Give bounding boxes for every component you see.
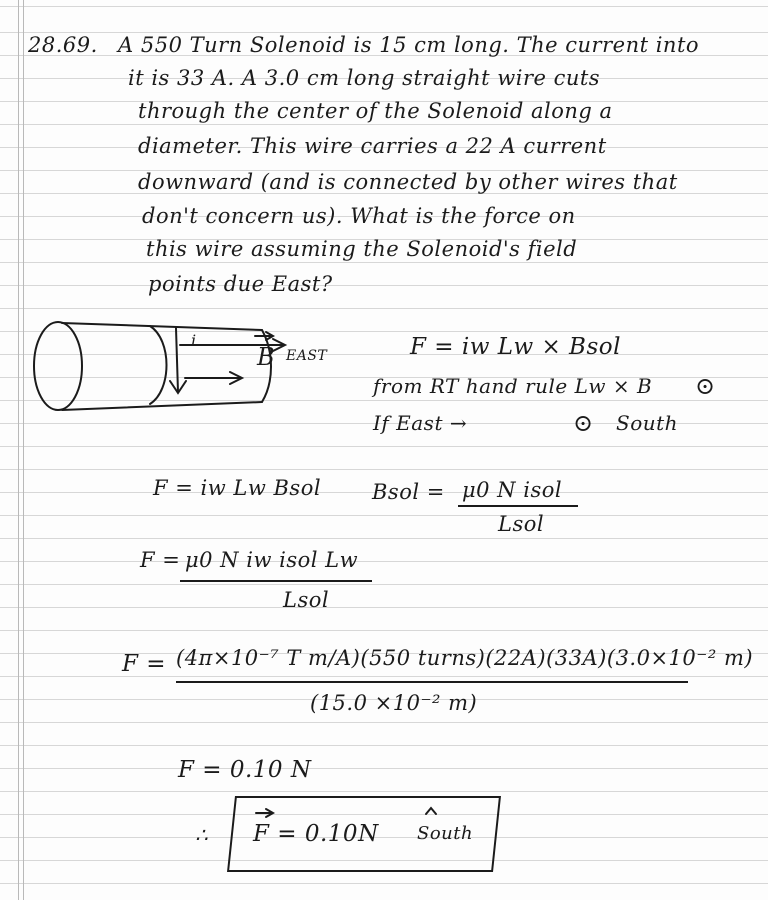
east-label: EAST — [286, 348, 328, 364]
force-combined-numerator: μ0 N iw isol Lw — [185, 548, 359, 572]
result-mark-icon: ⊙ — [573, 409, 594, 437]
if-east-line: If East → — [373, 411, 468, 435]
force-magnitude-equation: F = iw Lw Bsol — [153, 476, 322, 500]
bsol-lhs: Bsol = — [372, 480, 445, 504]
field-label: B — [257, 343, 276, 371]
problem-line-5: downward (and is connected by other wires that — [138, 170, 678, 194]
force-vector-equation: F = iw Lw × Bsol — [410, 334, 621, 360]
force-combined-lhs: F = — [140, 548, 181, 572]
force-combined-denominator: Lsol — [283, 588, 330, 612]
numeric-numerator: (4π×10⁻⁷ T m/A)(550 turns)(22A)(33A)(3.0×10⁻² m) — [176, 646, 754, 670]
problem-line-3: through the center of the Solenoid along a — [138, 99, 613, 123]
problem-number: 28.69. — [28, 33, 98, 57]
problem-line-4: diameter. This wire carries a 22 A current — [138, 134, 607, 158]
result-direction-word: South — [616, 411, 679, 435]
rule-mark-icon: ⊙ — [695, 372, 716, 400]
current-label: i — [191, 331, 197, 350]
bsol-denominator: Lsol — [498, 512, 545, 536]
right-hand-rule-line: from RT hand rule Lw × B — [373, 374, 653, 398]
problem-line-8: points due East? — [148, 272, 333, 296]
problem-line-7: this wire assuming the Solenoid's field — [146, 237, 578, 261]
problem-line-1: A 550 Turn Solenoid is 15 cm long. The current into — [118, 33, 700, 57]
result-line: F = 0.10 N — [178, 757, 312, 783]
problem-line-6: don't concern us). What is the force on — [142, 204, 576, 228]
problem-line-2: it is 33 A. A 3.0 cm long straight wire cuts — [128, 66, 601, 90]
numeric-lhs: F = — [122, 651, 167, 677]
boxed-result-direction: South — [417, 823, 474, 844]
boxed-result-value: F = 0.10N — [253, 821, 379, 847]
numeric-denominator: (15.0 ×10⁻² m) — [310, 691, 478, 715]
therefore-symbol: ∴ — [195, 823, 209, 847]
bsol-numerator: μ0 N isol — [462, 478, 563, 502]
